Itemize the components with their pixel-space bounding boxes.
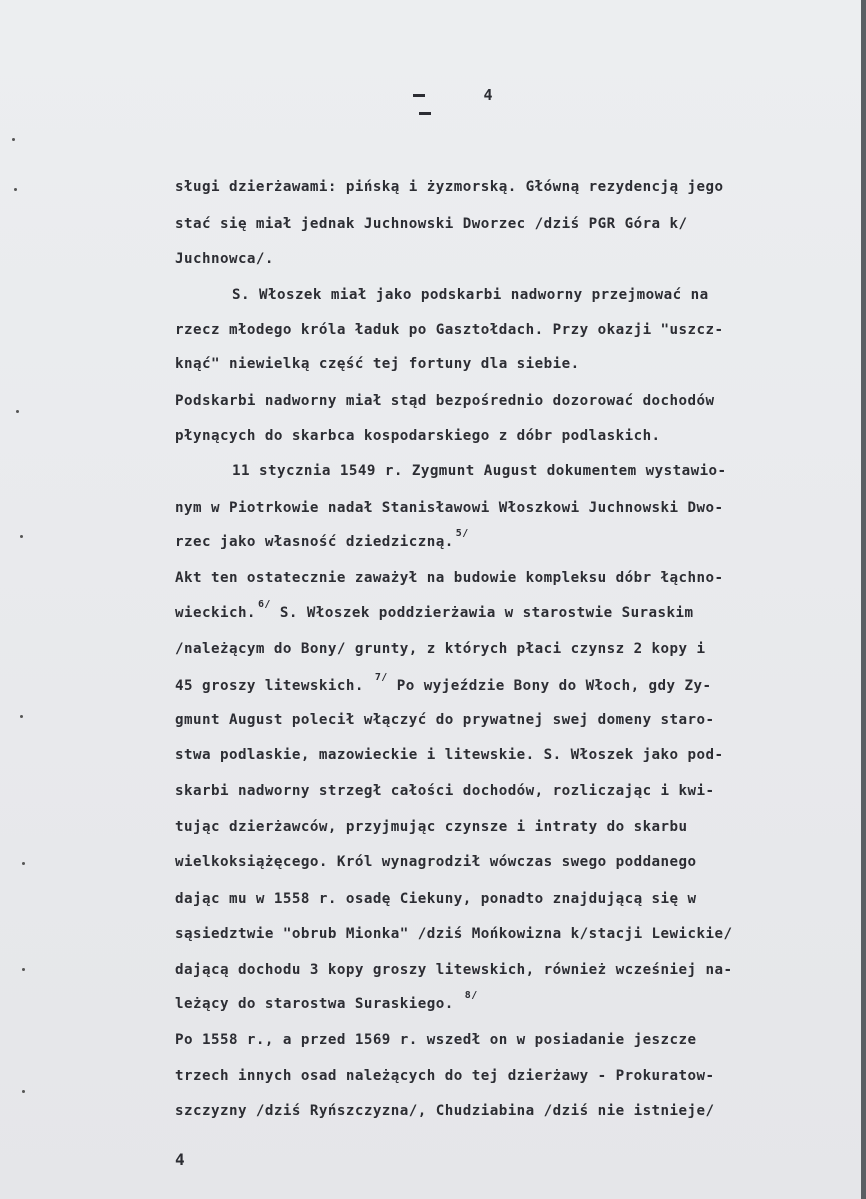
text-line: Podskarbi nadworny miał stąd bezpośrednio dozorować dochodów <box>175 393 715 409</box>
text-line: knąć" niewielką część tej fortuny dla siebie. <box>175 356 580 372</box>
footnote-ref-7: 7/ <box>374 672 388 683</box>
text-line: gmunt August polecił włączyć do prywatnej swej domeny staro- <box>175 712 715 728</box>
footnote-ref-8: 8/ <box>464 990 478 1001</box>
text-line <box>175 528 469 551</box>
text-line <box>175 672 712 695</box>
text-line-content: S. Włoszek poddzierżawia w starostwie Suraskim <box>279 605 694 621</box>
page-number-dash-right <box>419 112 431 115</box>
text-line: dając mu w 1558 r. osadę Ciekuny, ponadto znajdującą się w <box>175 891 697 907</box>
footer-page-mark: 4 <box>175 1150 185 1169</box>
text-line: stać się miał jednak Juchnowski Dworzec /dziś PGR Góra k/ <box>175 216 688 232</box>
text-line: szczyzny /dziś Ryńszczyzna/, Chudziabina /dziś nie istnieje/ <box>175 1103 715 1119</box>
text-line: tując dzierżawców, przyjmując czynsze i intraty do skarbu <box>175 819 688 835</box>
text-line: rzecz młodego króla ładuk po Gasztołdach. Przy okazji "uszcz- <box>175 322 724 338</box>
text-line: trzech innych osad należących do tej dzierżawy - Prokuratow- <box>175 1068 715 1084</box>
footnote-ref-5: 5/ <box>455 528 469 539</box>
footnote-ref-6: 6/ <box>257 599 271 610</box>
text-line: Po 1558 r., a przed 1569 r. wszedł on w posiadanie jeszcze <box>175 1032 697 1048</box>
text-line: 11 stycznia 1549 r. Zygmunt August dokumentem wystawio- <box>232 463 727 479</box>
text-line-content: 45 groszy litewskich. <box>175 678 364 694</box>
text-line: skarbi nadworny strzegł całości dochodów, rozliczając i kwi- <box>175 783 715 799</box>
text-line-content: leżący do starostwa Suraskiego. <box>175 996 454 1012</box>
page-number <box>330 86 520 122</box>
text-line: Akt ten ostatecznie zaważył na budowie kompleksu dóbr łąchno- <box>175 570 724 586</box>
text-line-content: wieckich. <box>175 605 256 621</box>
text-line-content: rzec jako własność dziedziczną. <box>175 534 454 550</box>
text-line: sługi dzierżawami: pińską i żyzmorską. Główną rezydencją jego <box>175 179 724 195</box>
text-line: nym w Piotrkowie nadał Stanisławowi Włoszkowi Juchnowski Dwo- <box>175 500 724 516</box>
margin-speck <box>22 1090 25 1093</box>
text-line: płynących do skarbca kospodarskiego z dóbr podlaskich. <box>175 428 661 444</box>
page-edge-shadow <box>861 0 866 1199</box>
text-line <box>175 599 694 622</box>
text-line: sąsiedztwie "obrub Mionka" /dziś Mońkowizna k/stacji Lewickie/ <box>175 926 733 942</box>
text-line: /należącym do Bony/ grunty, z których płaci czynsz 2 kopy i <box>175 641 706 657</box>
margin-speck <box>22 968 25 971</box>
margin-speck <box>16 410 19 413</box>
page-number-dash-left <box>413 94 425 97</box>
text-line: wielkoksiążęcego. Król wynagrodził wówczas swego poddanego <box>175 854 697 870</box>
margin-speck <box>12 138 15 141</box>
text-line: S. Włoszek miał jako podskarbi nadworny przejmować na <box>232 287 709 303</box>
text-line-content: Po wyjeździe Bony do Włoch, gdy Zy- <box>396 678 712 694</box>
margin-speck <box>20 715 23 718</box>
text-line: dającą dochodu 3 kopy groszy litewskich, również wcześniej na- <box>175 962 733 978</box>
margin-speck <box>22 862 25 865</box>
text-line <box>175 990 478 1013</box>
text-line: Juchnowca/. <box>175 251 274 267</box>
margin-speck <box>20 535 23 538</box>
text-line: stwa podlaskie, mazowieckie i litewskie. S. Włoszek jako pod- <box>175 747 724 763</box>
page-number-value: 4 <box>483 86 495 104</box>
margin-speck <box>14 188 17 191</box>
